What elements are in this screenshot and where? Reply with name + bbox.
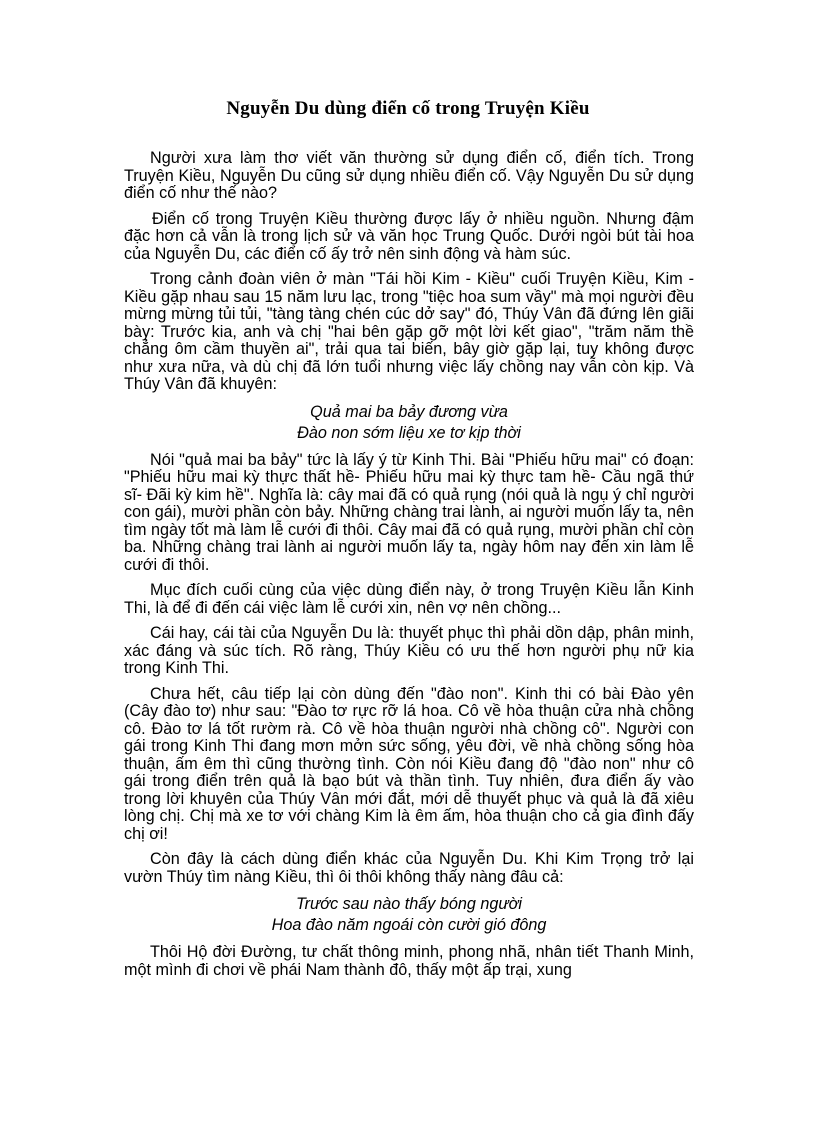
verse-line: Hoa đào năm ngoái còn cười gió đông <box>271 916 547 934</box>
paragraph-kinh-thi: Nói "quả mai ba bảy" tức là lấy ý từ Kinh Thi. Bài "Phiếu hữu mai" có đoạn: "Phiếu hữu mai kỳ thực thất hề- Phiếu hữu mai kỳ thực tam hề- Cầu ngã thứ sĩ- Đãi kỳ kim hề". Nghĩa là: cây mai đã có quả rụng (nói quả là ngụ ý chỉ người con gái), mười phần còn bảy. Những chàng trai lành, ai người muốn lấy ta, nên tìm ngày tốt mà làm lễ cưới đi thôi. Cây mai đã có quả rụng, mười phần chỉ còn ba. Những chàng trai lành ai người muốn lấy ta, ngày hôm nay đến xin làm lễ cưới đi thôi. <box>124 450 694 574</box>
document-body <box>124 150 694 987</box>
paragraph-another-allusion: Còn đây là cách dùng điển khác của Nguyễn Du. Khi Kim Trọng trở lại vườn Thúy tìm nàng Kiều, thì ôi thôi không thấy nàng đâu cả: <box>124 850 694 886</box>
verse-quote-2 <box>124 894 694 936</box>
paragraph-dao-non: Chưa hết, câu tiếp lại còn dùng đến "đào non". Kinh thi có bài Đào yên (Cây đào tơ) như sau: "Đào tơ rực rỡ lá hoa. Cô về hòa thuận cửa nhà chồng cô. Đào tơ lá tốt rườm rà. Cô về hòa thuận người nhà chồng cô". Người con gái trong Kinh Thi đang mơn mởn sức sống, yêu đời, về nhà chồng sống hòa thuận, ấm êm thì cũng thường tình. Còn nói Kiều đang độ "đào non" như cô gái trong điển trên quả là bạo bút và thần tình. Tuy nhiên, đưa điển ấy vào trong lời khuyên của Thúy Vân mới đắt, mới dễ thuyết phục và quả là đã xiêu lòng chị. Chị mà xe tơ với chàng Kim là êm ấm, hòa thuận cho cả gia đình đấy chị ơi! <box>124 684 694 843</box>
paragraph-intro: Người xưa làm thơ viết văn thường sử dụng điển cố, điển tích. Trong Truyện Kiều, Nguyễn Du cũng sử dụng nhiều điển cố. Vậy Nguyễn Du sử dụng điển cố như thế nào? <box>124 149 694 202</box>
paragraph-thoi-ho: Thôi Hộ đời Đường, tư chất thông minh, phong nhã, nhân tiết Thanh Minh, một mình đi chơi về phái Nam thành đô, thấy một ấp trại, xung <box>124 943 694 979</box>
verse-quote-1 <box>124 402 694 444</box>
verse-line: Đào non sớm liệu xe tơ kịp thời <box>297 423 521 442</box>
paragraph-reunion: Trong cảnh đoàn viên ở màn "Tái hồi Kim - Kiều" cuối Truyện Kiều, Kim - Kiều gặp nhau sau 15 năm lưu lạc, trong "tiệc hoa sum vầy" mà mọi người đều mừng mừng tủi tủi, "tàng tàng chén cúc dở say" đó, Thúy Vân đã đứng lên giãi bày: Trước kia, anh và chị "hai bên gặp gỡ một lời kết giao", "trăm năm thề chẳng ôm cầm thuyền ai", trải qua tai biến, bây giờ gặp lại, tuy không được như xưa nữa, và dù chị đã lớn tuổi nhưng việc lấy chồng nay vẫn còn kịp. Và Thúy Vân đã khuyên: <box>124 270 694 393</box>
paragraph-talent: Cái hay, cái tài của Nguyễn Du là: thuyết phục thì phải dồn dập, phân minh, xác đáng và súc tích. Rõ ràng, Thúy Kiều có ưu thế hơn người phụ nữ kia trong Kinh Thi. <box>124 624 694 677</box>
verse-line: Trước sau nào thấy bóng người <box>295 895 523 913</box>
verse-line: Quả mai ba bảy đương vừa <box>310 402 508 421</box>
paragraph-purpose: Mục đích cuối cùng của việc dùng điển này, ở trong Truyện Kiều lẫn Kinh Thi, là để đi đến cái việc làm lễ cưới xin, nên vợ nên chồng... <box>124 581 694 617</box>
paragraph-sources: Điển cố trong Truyện Kiều thường được lấy ở nhiều nguồn. Nhưng đậm đặc hơn cả vẫn là trong lịch sử và văn học Trung Quốc. Dưới ngòi bút tài hoa của Nguyễn Du, các điển cố ấy trở nên sinh động và hàm súc. <box>124 209 694 263</box>
document-title: Nguyễn Du dùng điển cố trong Truyện Kiều <box>226 98 590 119</box>
